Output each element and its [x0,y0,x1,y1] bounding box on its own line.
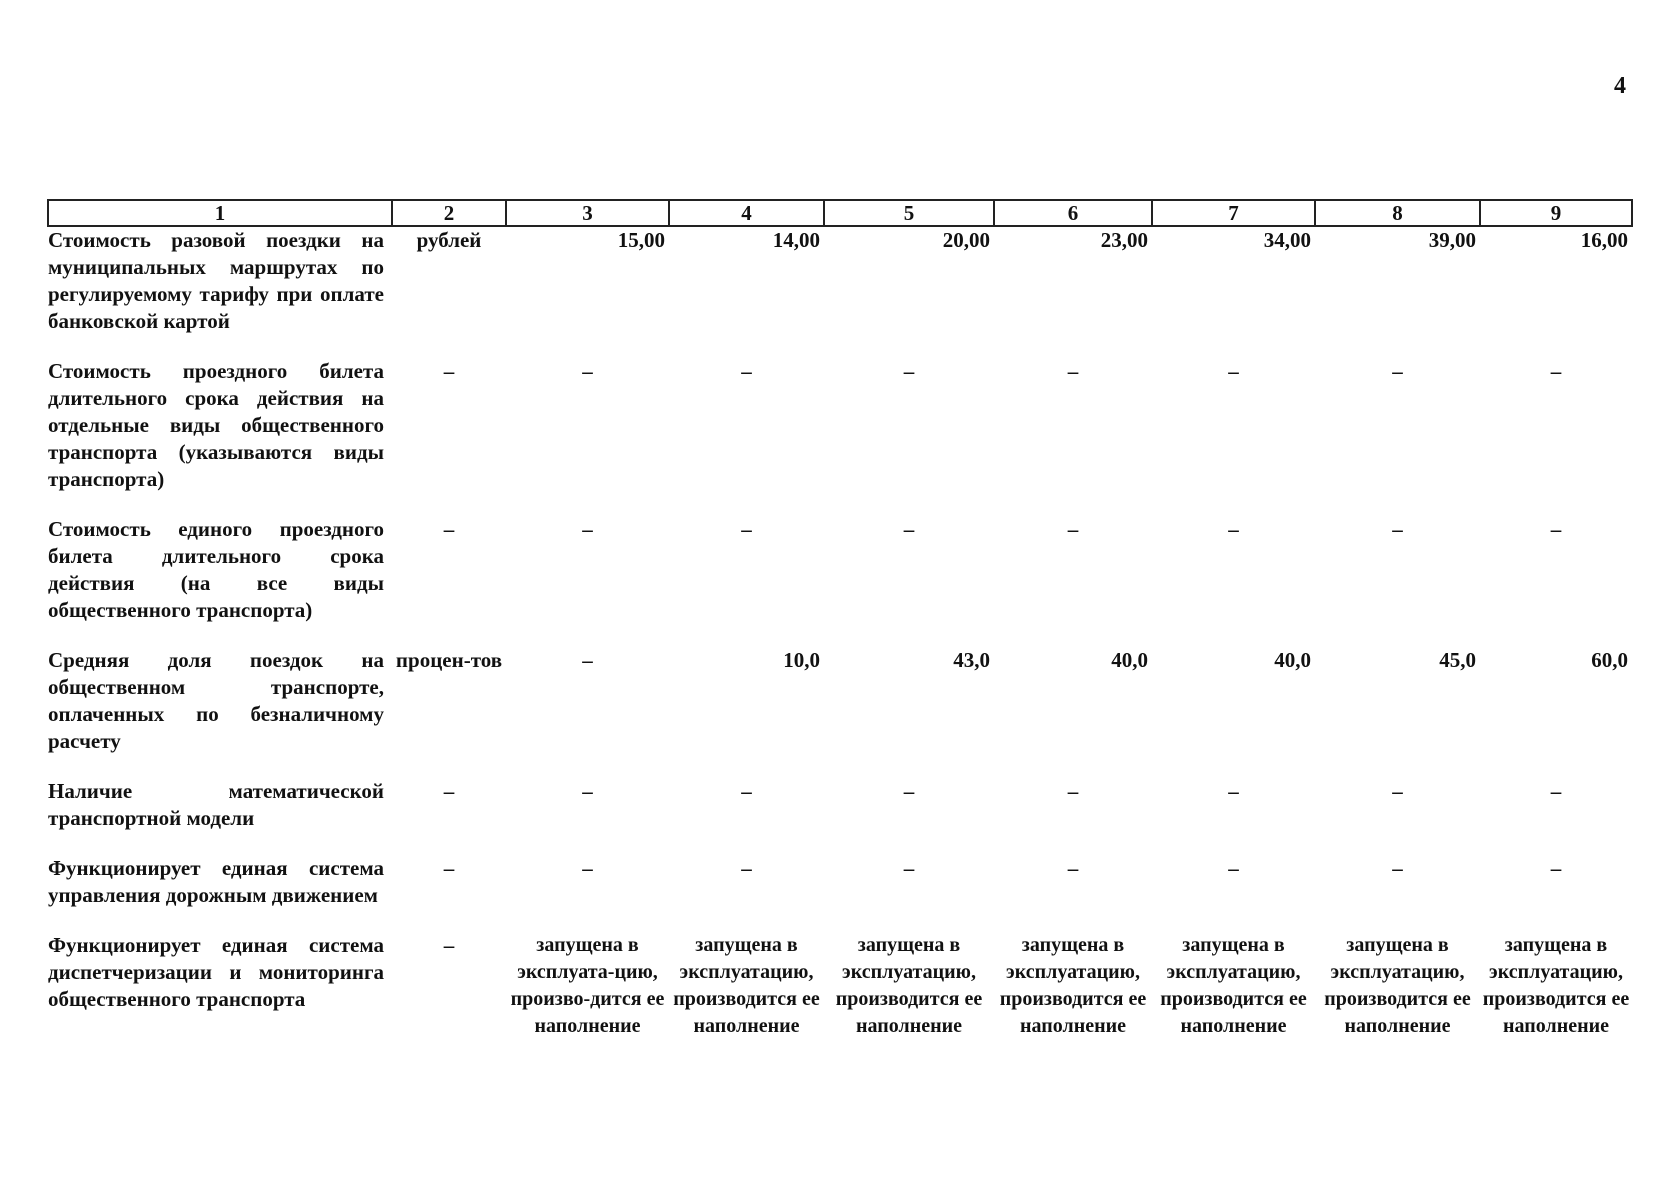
cell-status: запущена в эксплуата-цию, произво-дится ее наполнение [510,934,665,1037]
row-label: Наличие математической транспортной модели [48,779,384,830]
cell-value: – [741,517,752,541]
cell-value: 60,0 [1591,648,1628,672]
row-label: Функционирует единая система управления дорожным движением [48,856,384,907]
table-row [48,516,1632,624]
cell-value: – [582,856,593,880]
cell-value: – [903,856,915,880]
cell-status: запущена в эксплуатацию, производится ее наполнение [1482,934,1630,1037]
cell-value: 40,0 [1111,648,1148,672]
row-label: Стоимость разовой поездки на муниципальных маршрутах по регулируемому тарифу при оплате банковской картой [48,228,384,333]
cell-value: – [741,779,752,803]
table-row [48,226,1632,335]
cell-value: – [1067,779,1079,803]
cell-value: – [903,517,915,541]
row-spacer [48,493,1632,516]
cell-status: запущена в эксплуатацию, производится ее наполнение [673,934,820,1037]
table-row [48,932,1632,1040]
cell-value: – [903,359,915,383]
cell-value: – [1228,359,1239,383]
cell-value: 43,0 [953,648,990,672]
cell-value: – [1228,856,1239,880]
cell-value: – [741,359,752,383]
page-number: 4 [1614,73,1626,99]
cell-value: – [582,648,593,672]
cell-value: – [582,517,593,541]
column-header: 8 [1315,200,1480,226]
cell-value: 14,00 [772,228,820,252]
row-unit: – [443,856,455,880]
cell-status: запущена в эксплуатацию, производится ее наполнение [1324,934,1471,1037]
table-row [48,778,1632,832]
cell-value: 39,00 [1428,228,1476,252]
table-row [48,647,1632,755]
row-label: Функционирует единая система диспетчеризации и мониторинга общественного транспорта [48,933,384,1011]
cell-value: 20,00 [942,228,990,252]
cell-value: 23,00 [1100,228,1148,252]
cell-value: – [1550,517,1562,541]
row-unit: процен-тов [395,648,503,672]
table-row [48,855,1632,909]
column-header: 5 [824,200,994,226]
column-header: 2 [392,200,506,226]
cell-value: – [903,779,915,803]
cell-value: – [1067,517,1079,541]
row-unit: – [443,359,455,383]
cell-value: 15,00 [617,228,665,252]
cell-value: – [741,856,752,880]
cell-value: – [1228,517,1239,541]
cell-value: – [1392,856,1403,880]
row-unit: – [443,933,455,957]
row-spacer [48,335,1632,358]
column-header: 9 [1480,200,1632,226]
column-header: 6 [994,200,1152,226]
row-unit: – [443,779,455,803]
cell-value: 16,00 [1580,228,1628,252]
cell-status: запущена в эксплуатацию, производится ее наполнение [835,934,983,1037]
cell-value: – [1228,779,1239,803]
cell-value: – [1392,359,1403,383]
column-header: 3 [506,200,669,226]
row-spacer [48,755,1632,778]
row-unit: – [443,517,455,541]
cell-value: – [1550,779,1562,803]
row-label: Стоимость проездного билета длительного срока действия на отдельные виды общественного транспорта (указываются виды транспорта) [48,359,384,491]
row-spacer [48,909,1632,932]
cell-value: – [1392,517,1403,541]
table-row [48,358,1632,493]
row-unit: рублей [416,228,482,252]
cell-status: запущена в эксплуатацию, производится ее наполнение [999,934,1147,1037]
row-spacer [48,832,1632,855]
row-label: Стоимость единого проездного билета длительного срока действия (на все виды общественного транспорта) [48,517,384,622]
cell-value: – [1550,856,1562,880]
column-header: 7 [1152,200,1315,226]
cell-value: – [582,359,593,383]
cell-value: – [1067,359,1079,383]
cell-value: 10,0 [783,648,820,672]
cell-value: 45,0 [1439,648,1476,672]
indicators-table [47,199,1633,1040]
cell-value: – [582,779,593,803]
cell-value: 40,0 [1274,648,1311,672]
row-label: Средняя доля поездок на общественном транспорте, оплаченных по безналичному расчету [48,648,384,753]
cell-value: – [1067,856,1079,880]
column-header: 4 [669,200,824,226]
cell-value: 34,00 [1263,228,1311,252]
header-row [48,200,1632,226]
row-spacer [48,624,1632,647]
cell-status: запущена в эксплуатацию, производится ее наполнение [1160,934,1307,1037]
cell-value: – [1392,779,1403,803]
cell-value: – [1550,359,1562,383]
column-header: 1 [48,200,392,226]
